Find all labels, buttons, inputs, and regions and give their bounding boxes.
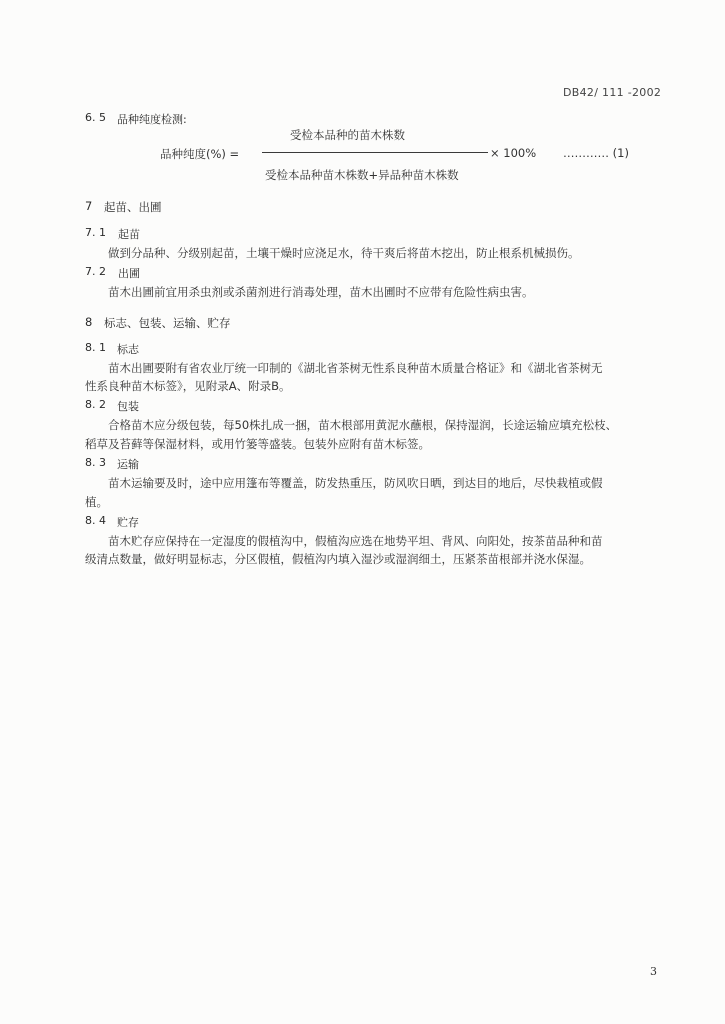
- section-8-2-line-2: 稻草及苔藓等保湿材料，或用竹篓等盛装。包装外应附有苗木标签。: [85, 437, 430, 451]
- formula-numerator: 受检本品种的苗木株数: [290, 128, 405, 142]
- formula-multiplier: × 100%: [490, 146, 537, 160]
- formula-lhs: 品种纯度(%) =: [160, 147, 240, 161]
- section-6-5-title: 品种纯度检测:: [117, 113, 187, 126]
- section-8-1-line-1: 苗木出圃要附有省农业厅统一印制的《湖北省茶树无性系良种苗木质量合格证》和《湖北省茶树无: [108, 361, 603, 375]
- section-8-1-line-2: 性系良种苗木标签》，见附录A、附录B。: [85, 379, 291, 393]
- section-8-3-line-2: 植。: [85, 495, 108, 509]
- section-6-5-number: 6. 5: [85, 111, 106, 124]
- section-8-2-number: 8. 2: [85, 398, 106, 411]
- section-8-4-line-2: 级清点数量，做好明显标志，分区假植，假植沟内填入湿沙或湿润细土，压紧茶苗根部并浇水保湿。: [85, 552, 591, 566]
- page-number: 3: [650, 965, 657, 978]
- section-8-3-number: 8. 3: [85, 456, 106, 469]
- section-7-1-text: 做到分品种、分级别起苗，土壤干燥时应浇足水，待干爽后将苗木挖出，防止根系机械损伤。: [108, 246, 580, 260]
- section-8-4-number: 8. 4: [85, 514, 106, 527]
- section-8-3-title: 运输: [117, 458, 139, 471]
- fraction-bar: [262, 152, 488, 153]
- section-7-title: 起苗、出圃: [104, 200, 162, 214]
- section-8-3-line-1: 苗木运输要及时，途中应用篷布等覆盖，防发热重压，防风吹日晒，到达目的地后，尽快栽植或假: [108, 476, 603, 490]
- formula-denominator: 受检本品种苗木株数+异品种苗木株数: [265, 168, 459, 182]
- section-7-number: 7: [85, 199, 93, 213]
- section-8-4-title: 贮存: [117, 516, 139, 529]
- section-8-2-title: 包装: [117, 400, 139, 413]
- section-7-2-title: 出圃: [118, 267, 140, 280]
- section-8-4-line-1: 苗木贮存应保持在一定湿度的假植沟中，假植沟应选在地势平坦、背风、向阳处，按茶苗品种和苗: [108, 534, 603, 548]
- section-7-2-text: 苗木出圃前宜用杀虫剂或杀菌剂进行消毒处理，苗木出圃时不应带有危险性病虫害。: [108, 285, 534, 299]
- section-7-1-number: 7. 1: [85, 226, 106, 239]
- section-8-2-line-1: 合格苗木应分级包装，每50株扎成一捆，苗木根部用黄泥水蘸根，保持湿润，长途运输应填充松枝、: [108, 418, 618, 432]
- section-8-number: 8: [85, 315, 93, 329]
- equation-label: ………… (1): [563, 146, 629, 160]
- section-8-1-number: 8. 1: [85, 341, 106, 354]
- section-7-2-number: 7. 2: [85, 265, 106, 278]
- section-8-1-title: 标志: [117, 343, 139, 356]
- section-8-title: 标志、包装、运输、贮存: [104, 316, 231, 330]
- section-7-1-title: 起苗: [118, 228, 140, 241]
- standard-number: DB42/ 111 -2002: [563, 86, 662, 99]
